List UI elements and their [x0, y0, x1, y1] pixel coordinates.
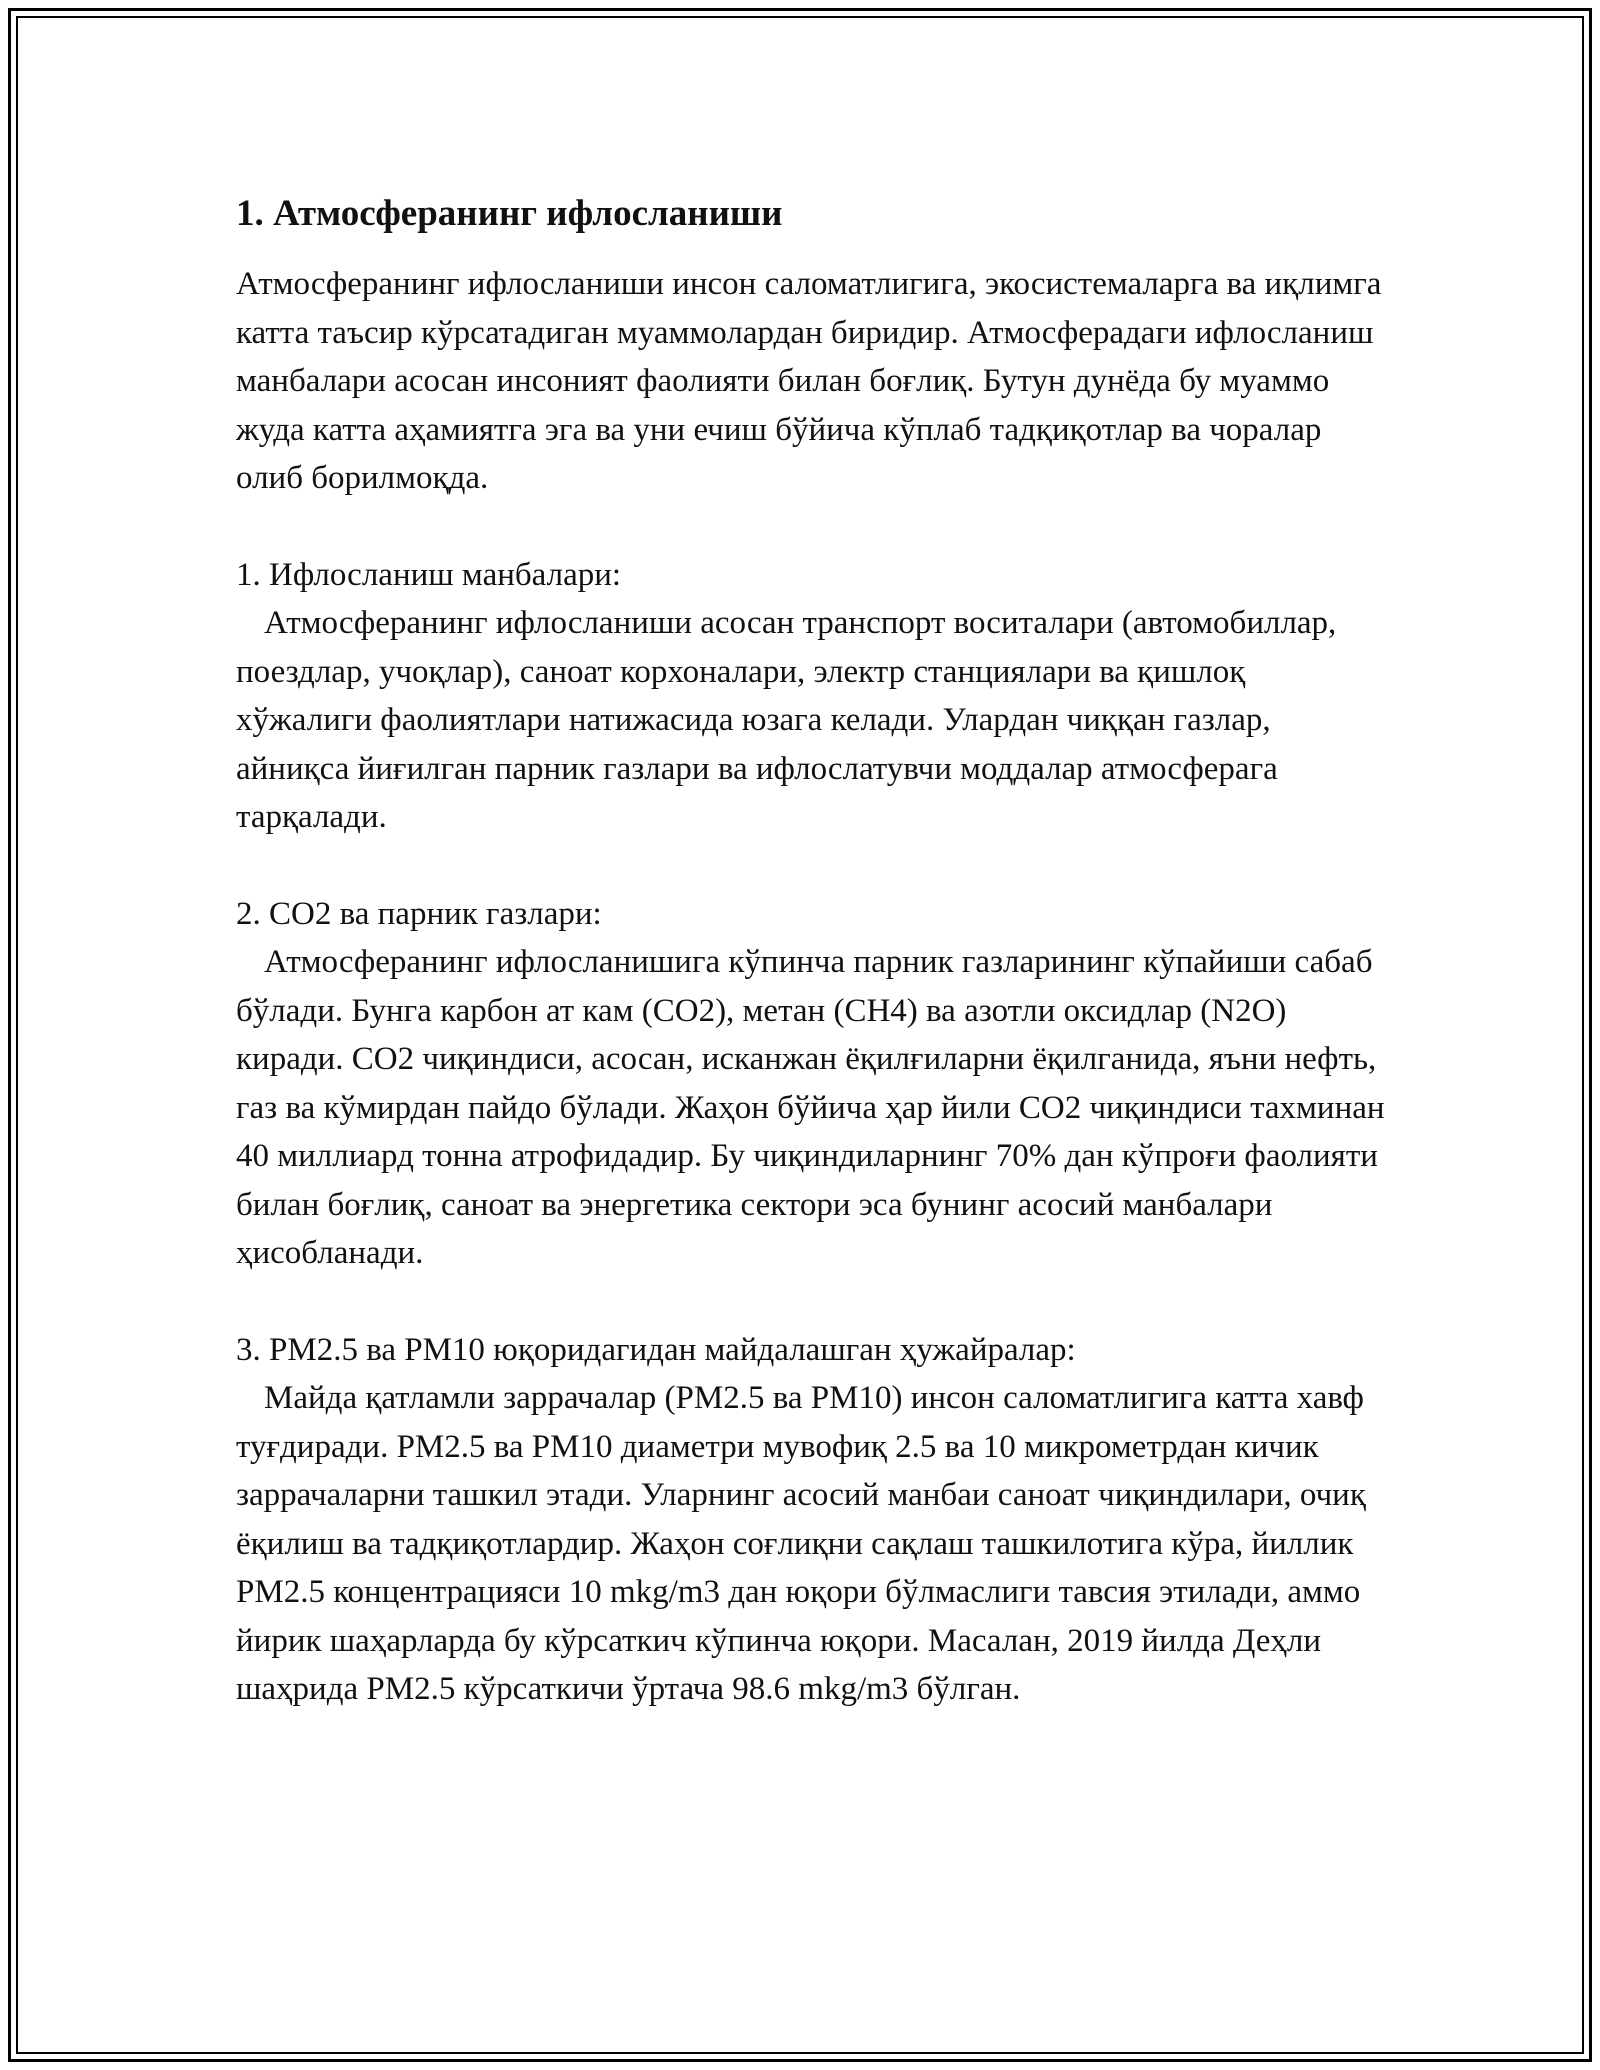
section-body [236, 1374, 1386, 1714]
section-title: 1. Ифлосланиш манбалари: [236, 556, 622, 593]
section-body-text: Атмосферанинг ифлосланишига кўпинча парник газларининг кўпайиши сабаб бўлади. Бунга карбон ат кам (CO2), метан (CH4) ва азотли оксидлар (N2O) киради. CO2 чиқиндиси, асосан, исканжан ёқилғиларни ёқилганида, яъни нефть, газ ва кўмирдан пайдо бўлади. Жаҳон бўйича ҳар йили CO2 чиқиндиси тахминан 40 миллиард тонна атрофидадир. Бу чиқиндиларнинг 70% дан кўпроғи фаолияти билан боғлиқ, саноат ва энергетика сектори эса бунинг асосий манбалари ҳисобланади. [236, 944, 1385, 1271]
document-page [236, 190, 1386, 1762]
section-co2 [236, 890, 1386, 1278]
section-title: 3. PM2.5 ва PM10 юқоридагидан майдалашган ҳужайралар: [236, 1331, 1076, 1368]
section-pm [236, 1326, 1386, 1714]
section-title: 2. CO2 ва парник газлари: [236, 895, 602, 932]
document-heading: 1. Атмосферанинг ифлосланиши [236, 193, 783, 234]
section-body [236, 599, 1386, 842]
section-sources [236, 551, 1386, 842]
section-body [236, 938, 1386, 1278]
section-body-text: Атмосферанинг ифлосланиши асосан транспорт воситалари (автомобиллар, поездлар, учоқлар), саноат корхоналари, электр станциялари ва қишлоқ хўжалиги фаолиятлари натижасида юзага келади. Улардан чиққан газлар, айниқса йиғилган парник газлари ва ифлослатувчи моддалар атмосферага тарқалади. [236, 605, 1337, 835]
section-body-text: Майда қатламли заррачалар (PM2.5 ва PM10) инсон саломатлигига катта хавф туғдиради. PM2.5 ва PM10 диаметри мувофиқ 2.5 ва 10 микрометрдан кичик заррачаларни ташкил этади. Уларнинг асосий манбаи саноат чиқиндилари, очиқ ёқилиш ва тадқиқотлардир. Жаҳон соғлиқни сақлаш ташкилотига кўра, йиллик PM2.5 концентрацияси 10 mkg/m3 дан юқори бўлмаслиги тавсия этилади, аммо йирик шаҳарларда бу кўрсаткич кўпинча юқори. Масалан, 2019 йилда Деҳли шаҳрида PM2.5 кўрсаткичи ўртача 98.6 mkg/m3 бўлган. [236, 1380, 1366, 1707]
intro-paragraph: Атмосферанинг ифлосланиши инсон саломатлигига, экосистемаларга ва иқлимга катта таъсир кўрсатадиган муаммолардан биридир. Атмосферадаги ифлосланиш манбалари асосан инсоният фаолияти билан боғлиқ. Бутун дунёда бу муаммо жуда катта аҳамиятга эга ва уни ечиш бўйича кўплаб тадқиқотлар ва чоралар олиб борилмоқда. [236, 266, 1382, 496]
